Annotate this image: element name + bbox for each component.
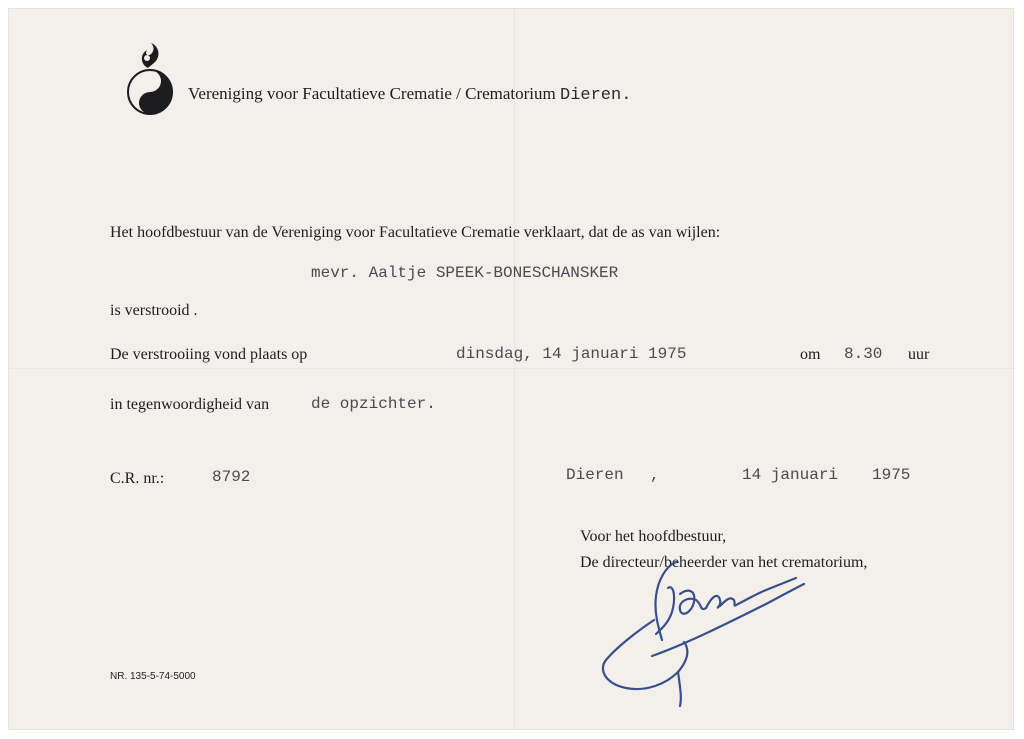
cr-number: 8792 (212, 468, 251, 486)
organization-name: Vereniging voor Facultatieve Crematie / Crematorium (188, 84, 556, 103)
place-label: De verstrooiing vond plaats op (110, 346, 308, 363)
status-text: is verstrooid . (110, 302, 198, 319)
issue-comma: , (650, 466, 660, 484)
form-number: NR. 135-5-74-5000 (110, 671, 196, 682)
cr-label: C.R. nr.: (110, 470, 165, 487)
flame-yin-yang-logo-icon (122, 40, 178, 118)
issue-place: Dieren (566, 466, 624, 484)
handwritten-signature-icon (596, 560, 816, 710)
time-suffix: uur (908, 346, 930, 363)
presence-value: de opzichter. (311, 395, 436, 413)
signoff-line-2: De directeur/beheerder van het crematorium, (580, 554, 868, 571)
issue-date: 14 januari (742, 466, 839, 484)
issue-year: 1975 (872, 466, 911, 484)
deceased-name: mevr. Aaltje SPEEK-BONESCHANSKER (311, 264, 619, 282)
declaration-text: Het hoofdbestuur van de Vereniging voor Facultatieve Crematie verklaart, dat de as van wijlen: (110, 224, 721, 241)
fold-line-vertical (514, 8, 515, 730)
scattering-time: 8.30 (844, 345, 883, 363)
letterhead-location: Dieren. (560, 86, 632, 105)
fold-line-horizontal (8, 368, 1014, 369)
time-prefix: om (800, 346, 821, 363)
scattering-date: dinsdag, 14 januari 1975 (456, 345, 687, 363)
presence-label: in tegenwoordigheid van (110, 396, 270, 413)
signoff-line-1: Voor het hoofdbestuur, (580, 528, 727, 545)
letterhead (188, 84, 631, 105)
